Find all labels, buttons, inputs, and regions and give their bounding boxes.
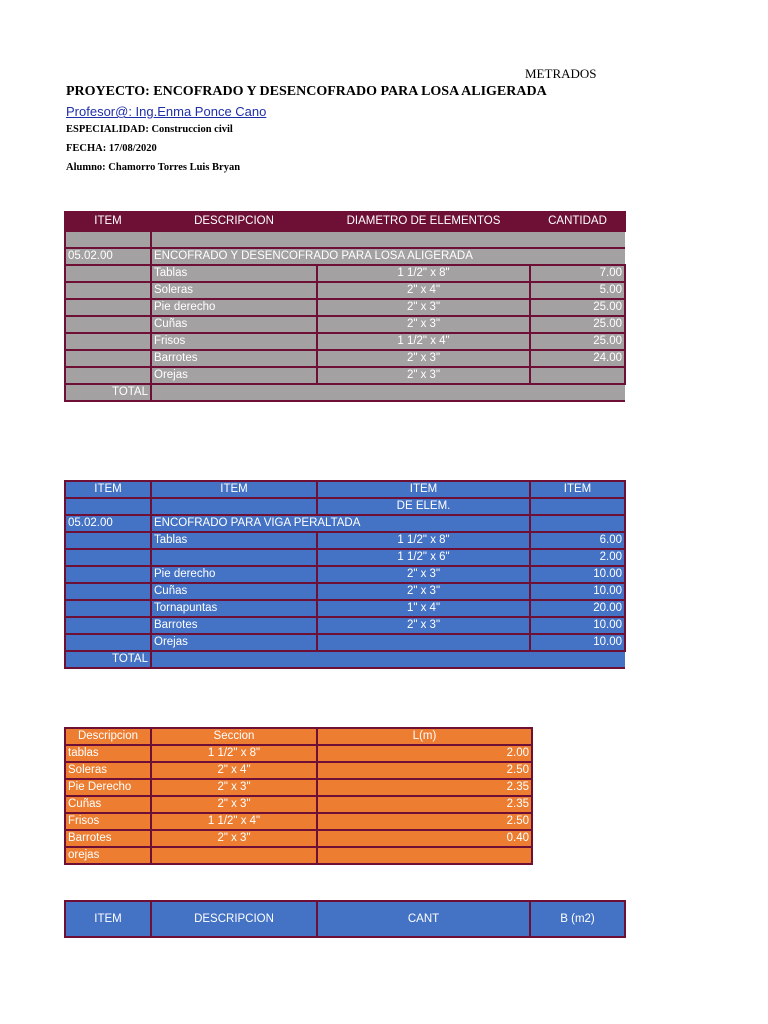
desc-cell[interactable]: Barrotes	[151, 617, 317, 634]
project-title: PROYECTO: ENCOFRADO Y DESENCOFRADO PARA LOSA ALIGERADA	[66, 84, 547, 99]
header-cell[interactable]: ITEM	[65, 481, 151, 498]
qty-cell[interactable]: 10.00	[530, 634, 625, 651]
cell[interactable]	[65, 600, 151, 617]
section-row	[65, 515, 625, 532]
header-cell[interactable]: Descripcion	[65, 728, 151, 745]
desc-cell[interactable]: orejas	[65, 847, 151, 864]
desc-cell[interactable]: Soleras	[151, 282, 317, 299]
table-row	[65, 299, 625, 316]
dim-cell[interactable]: 2" x 4"	[317, 282, 530, 299]
table-row	[65, 333, 625, 350]
section-cell[interactable]	[151, 847, 317, 864]
section-cell[interactable]: 2" x 3"	[151, 830, 317, 847]
cell[interactable]	[65, 617, 151, 634]
table-row	[65, 265, 625, 282]
header-cell[interactable]: L(m)	[317, 728, 532, 745]
qty-cell[interactable]: 10.00	[530, 617, 625, 634]
section-row	[65, 248, 625, 265]
date-label: FECHA: 17/08/2020	[66, 143, 157, 154]
cell[interactable]	[65, 316, 151, 333]
cell[interactable]	[65, 299, 151, 316]
total-row	[65, 651, 625, 668]
cell[interactable]	[65, 265, 151, 282]
area-table	[64, 900, 626, 938]
table-header-row	[65, 481, 625, 498]
qty-cell[interactable]: 20.00	[530, 600, 625, 617]
table-row	[65, 282, 625, 299]
cell[interactable]	[65, 333, 151, 350]
table-row	[65, 830, 532, 847]
dim-cell[interactable]: 2" x 3"	[317, 617, 530, 634]
desc-cell[interactable]: tablas	[65, 745, 151, 762]
header-cell[interactable]: CANTIDAD	[530, 212, 625, 231]
length-cell[interactable]: 0.40	[317, 830, 532, 847]
length-cell[interactable]: 2.35	[317, 796, 532, 813]
cell[interactable]	[151, 231, 625, 248]
desc-cell[interactable]	[151, 549, 317, 566]
header-cell[interactable]: ITEM	[317, 481, 530, 498]
viga-peraltada-table	[64, 480, 626, 669]
table-row	[65, 600, 625, 617]
dim-cell[interactable]: 2" x 3"	[317, 316, 530, 333]
table-row	[65, 316, 625, 333]
dim-cell[interactable]: 1 1/2" x 8"	[317, 265, 530, 282]
desc-cell[interactable]: Barrotes	[151, 350, 317, 367]
qty-cell[interactable]: 6.00	[530, 532, 625, 549]
total-label[interactable]: TOTAL	[65, 651, 151, 668]
dim-cell[interactable]: 2" x 3"	[317, 299, 530, 316]
table-row	[65, 566, 625, 583]
qty-cell[interactable]: 10.00	[530, 583, 625, 600]
qty-cell[interactable]: 5.00	[530, 282, 625, 299]
header-cell[interactable]: DESCRIPCION	[151, 901, 317, 937]
cell[interactable]	[65, 566, 151, 583]
desc-cell[interactable]: Pie derecho	[151, 566, 317, 583]
qty-cell[interactable]: 24.00	[530, 350, 625, 367]
length-cell[interactable]: 2.00	[317, 745, 532, 762]
table-row	[65, 779, 532, 796]
table-row	[65, 617, 625, 634]
table-header-row	[65, 728, 532, 745]
total-value[interactable]	[151, 651, 625, 668]
table-row	[65, 549, 625, 566]
cell[interactable]	[65, 532, 151, 549]
losa-aligerada-table	[64, 211, 626, 402]
sheet-title: METRADOS	[525, 66, 597, 81]
dim-cell[interactable]: 1" x 4"	[317, 600, 530, 617]
length-cell[interactable]: 2.50	[317, 813, 532, 830]
dim-cell[interactable]: 2" x 3"	[317, 583, 530, 600]
length-cell[interactable]: 2.35	[317, 779, 532, 796]
dim-cell[interactable]: 1 1/2" x 6"	[317, 549, 530, 566]
desc-cell[interactable]: Tornapuntas	[151, 600, 317, 617]
cell[interactable]	[65, 634, 151, 651]
qty-cell[interactable]: 2.00	[530, 549, 625, 566]
cell[interactable]	[65, 350, 151, 367]
section-cell[interactable]: 2" x 3"	[151, 779, 317, 796]
blank-row	[65, 231, 625, 248]
section-code[interactable]: 05.02.00	[65, 515, 151, 532]
header-cell[interactable]: ITEM	[65, 901, 151, 937]
section-title[interactable]: ENCOFRADO PARA VIGA PERALTADA	[151, 515, 530, 532]
desc-cell[interactable]: Soleras	[65, 762, 151, 779]
desc-cell[interactable]: Orejas	[151, 634, 317, 651]
table-header-row	[65, 212, 625, 231]
desc-cell[interactable]: Cuñas	[151, 316, 317, 333]
table-row	[65, 847, 532, 864]
header-cell[interactable]: ITEM	[530, 481, 625, 498]
cell[interactable]	[65, 367, 151, 384]
header-cell[interactable]: ITEM	[65, 212, 151, 231]
table-row	[65, 745, 532, 762]
header-cell[interactable]: ITEM	[151, 481, 317, 498]
qty-cell[interactable]: 7.00	[530, 265, 625, 282]
cell[interactable]	[530, 515, 625, 532]
dim-cell[interactable]: 2" x 3"	[317, 350, 530, 367]
total-value[interactable]	[151, 384, 625, 401]
table-row	[65, 762, 532, 779]
table-row	[65, 583, 625, 600]
cell[interactable]	[65, 549, 151, 566]
dim-cell[interactable]: 1 1/2" x 8"	[317, 532, 530, 549]
qty-cell[interactable]: 25.00	[530, 299, 625, 316]
header-cell[interactable]: Seccion	[151, 728, 317, 745]
student-label: Alumno: Chamorro Torres Luis Bryan	[66, 162, 241, 173]
dim-cell[interactable]	[317, 634, 530, 651]
section-cell[interactable]: 2" x 4"	[151, 762, 317, 779]
qty-cell[interactable]: 25.00	[530, 316, 625, 333]
desc-cell[interactable]: Pie Derecho	[65, 779, 151, 796]
section-code[interactable]: 05.02.00	[65, 248, 151, 265]
table-row	[65, 532, 625, 549]
total-label[interactable]: TOTAL	[65, 384, 151, 401]
dim-cell[interactable]: 2" x 3"	[317, 367, 530, 384]
section-cell[interactable]: 2" x 3"	[151, 796, 317, 813]
qty-cell[interactable]: 10.00	[530, 566, 625, 583]
cell[interactable]	[65, 498, 151, 515]
cell[interactable]	[65, 231, 151, 248]
desc-cell[interactable]: Orejas	[151, 367, 317, 384]
total-row	[65, 384, 625, 401]
length-cell[interactable]	[317, 847, 532, 864]
desc-cell[interactable]: Barrotes	[65, 830, 151, 847]
cell[interactable]	[65, 583, 151, 600]
table-row	[65, 813, 532, 830]
desc-cell[interactable]: Tablas	[151, 532, 317, 549]
desc-cell[interactable]: Pie derecho	[151, 299, 317, 316]
table-row	[65, 796, 532, 813]
subheader-row	[65, 498, 625, 515]
qty-cell[interactable]	[530, 367, 625, 384]
table-row	[65, 350, 625, 367]
desc-cell[interactable]: Cuñas	[65, 796, 151, 813]
section-title[interactable]: ENCOFRADO Y DESENCOFRADO PARA LOSA ALIGERADA	[151, 248, 625, 265]
professor-link[interactable]: Profesor@: Ing.Enma Ponce Cano	[66, 104, 267, 119]
subheader-cell[interactable]: DE ELEM.	[317, 498, 530, 515]
header-cell[interactable]: B (m2)	[530, 901, 625, 937]
dim-cell[interactable]: 1 1/2" x 4"	[317, 333, 530, 350]
length-cell[interactable]: 2.50	[317, 762, 532, 779]
dim-cell[interactable]: 2" x 3"	[317, 566, 530, 583]
desc-cell[interactable]: Frisos	[65, 813, 151, 830]
section-cell[interactable]: 1 1/2" x 8"	[151, 745, 317, 762]
cell[interactable]	[65, 282, 151, 299]
table-row	[65, 634, 625, 651]
cell[interactable]	[151, 498, 317, 515]
sections-length-table	[64, 727, 533, 865]
desc-cell[interactable]: Cuñas	[151, 583, 317, 600]
table-header-row	[65, 901, 625, 937]
desc-cell[interactable]: Frisos	[151, 333, 317, 350]
desc-cell[interactable]: Tablas	[151, 265, 317, 282]
qty-cell[interactable]: 25.00	[530, 333, 625, 350]
section-cell[interactable]: 1 1/2" x 4"	[151, 813, 317, 830]
cell[interactable]	[530, 498, 625, 515]
header-cell[interactable]: DESCRIPCION	[151, 212, 317, 231]
header-cell[interactable]: DIAMETRO DE ELEMENTOS	[317, 212, 530, 231]
table-row	[65, 367, 625, 384]
specialty-label: ESPECIALIDAD: Construccion civil	[66, 124, 233, 135]
header-cell[interactable]: CANT	[317, 901, 530, 937]
